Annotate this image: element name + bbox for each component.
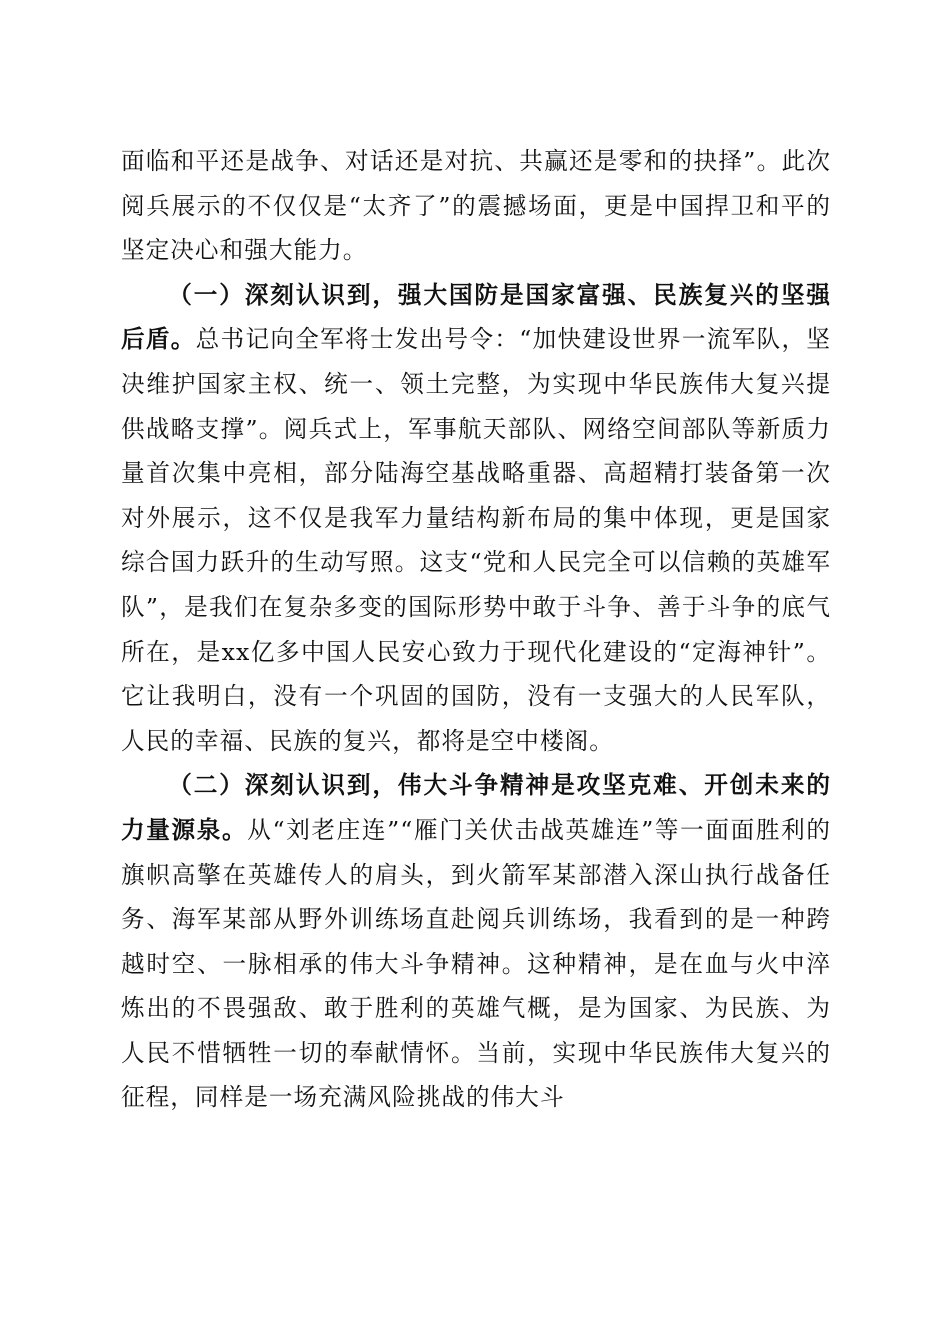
paragraph-text: 从“刘老庄连”“雁门关伏击战英雄连”等一面面胜利的旗帜高擎在英雄传人的肩头，到火箭军某部潜入深山执行战备任务、海军某部从野外训练场直赴阅兵训练场，我看到的是一种跨越时空、一脉相承的伟大斗争精神。这种精神，是在血与火中淬炼出的不畏强敌、敢于胜利的英雄气概，是为国家、为民族、为人民不惜牺牲一切的奉献情怀。当前，实现中华民族伟大复兴的征程，同样是一场充满风险挑战的伟大斗 xyxy=(121,815,832,1112)
paragraph-section-two xyxy=(121,763,831,1120)
paragraph-text: 面临和平还是战争、对话还是对抗、共赢还是零和的抉择”。此次阅兵展示的不仅仅是“太齐了”的震撼场面，更是中国捍卫和平的坚定决心和强大能力。 xyxy=(121,147,831,265)
paragraph-text: 总书记向全军将士发出号令：“加快建设世界一流军队，坚决维护国家主权、统一、领土完整，为实现中华民族伟大复兴提供战略支撑”。阅兵式上，军事航天部队、网络空间部队等新质力量首次集中亮相，部分陆海空基战略重器、高超精打装备第一次对外展示，这不仅是我军力量结构新布局的集中体现，更是国家综合国力跃升的生动写照。这支“党和人民完全可以信赖的英雄军队”，是我们在复杂多变的国际形势中敢于斗争、善于斗争的底气所在，是xx亿多中国人民安心致力于现代化建设的“定海神针”。它让我明白，没有一个巩固的国防，没有一支强大的人民军队，人民的幸福、民族的复兴，都将是空中楼阁。 xyxy=(121,325,831,755)
paragraph-section-one xyxy=(121,273,831,764)
document-body xyxy=(121,139,831,1120)
section-heading: （一）深刻认识到，强大国防是国家富强、民族复兴的坚强后盾。 xyxy=(121,280,831,354)
paragraph-continuation xyxy=(121,139,831,273)
section-heading: （二）深刻认识到，伟大斗争精神是攻坚克难、开创未来的力量源泉。 xyxy=(121,771,831,844)
